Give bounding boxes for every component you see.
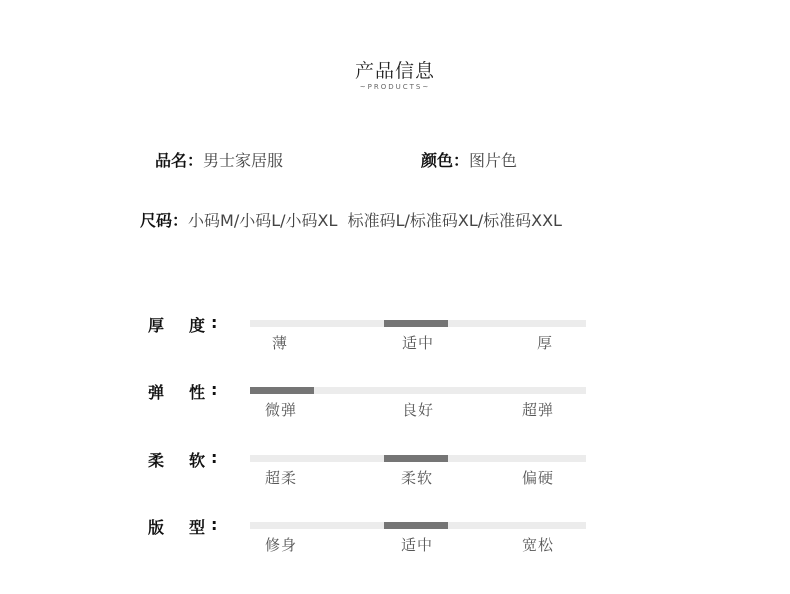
- attr-thickness: [0, 313, 790, 373]
- attr-softness: [0, 448, 790, 508]
- attr-label-colon: :: [211, 313, 218, 332]
- level-low: 超柔: [265, 469, 298, 487]
- level-low: 微弹: [265, 401, 298, 419]
- size-value: 小码M/小码L/小码XL 标准码L/标准码XL/标准码XXL: [188, 211, 562, 230]
- attr-fit: [0, 515, 790, 575]
- color-key: 颜色：: [421, 151, 470, 170]
- product-name-value: 男士家居服: [203, 151, 284, 170]
- page-subtitle: ~PRODUCTS~: [359, 83, 431, 91]
- level-fill: [250, 387, 314, 394]
- level-high: 厚: [537, 334, 554, 352]
- attr-label-char-2: 软: [189, 451, 206, 470]
- attr-label-char-1: 厚: [148, 316, 165, 335]
- level-high: 超弹: [522, 401, 555, 419]
- level-mid: 适中: [401, 536, 434, 554]
- level-mid: 良好: [402, 401, 435, 419]
- attr-label-char-1: 版: [148, 518, 165, 537]
- info-size: [140, 208, 562, 231]
- info-color: [421, 148, 517, 171]
- attr-label-colon: :: [211, 515, 218, 534]
- attr-label-colon: :: [211, 448, 218, 467]
- attr-label-char-2: 度: [189, 316, 206, 335]
- level-track: [250, 522, 586, 529]
- level-low: 薄: [272, 334, 289, 352]
- attr-elasticity: [0, 380, 790, 440]
- attr-label-char-1: 弹: [148, 383, 165, 402]
- attr-label-colon: :: [211, 380, 218, 399]
- product-name-key: 品名：: [155, 151, 204, 170]
- level-fill: [384, 320, 448, 327]
- level-low: 修身: [265, 536, 298, 554]
- attr-label-char-2: 型: [189, 518, 206, 537]
- attr-label-char-1: 柔: [148, 451, 165, 470]
- page-title: 产品信息: [354, 60, 435, 82]
- level-fill: [384, 455, 448, 462]
- level-track: [250, 320, 586, 327]
- level-high: 偏硬: [522, 469, 555, 487]
- info-product-name: [155, 148, 283, 171]
- level-mid: 适中: [402, 334, 435, 352]
- attr-label-char-2: 性: [189, 383, 206, 402]
- level-high: 宽松: [522, 536, 555, 554]
- color-value: 图片色: [469, 151, 518, 170]
- level-mid: 柔软: [401, 469, 434, 487]
- size-key: 尺码：: [140, 211, 189, 230]
- level-track: [250, 387, 586, 394]
- level-fill: [384, 522, 448, 529]
- level-track: [250, 455, 586, 462]
